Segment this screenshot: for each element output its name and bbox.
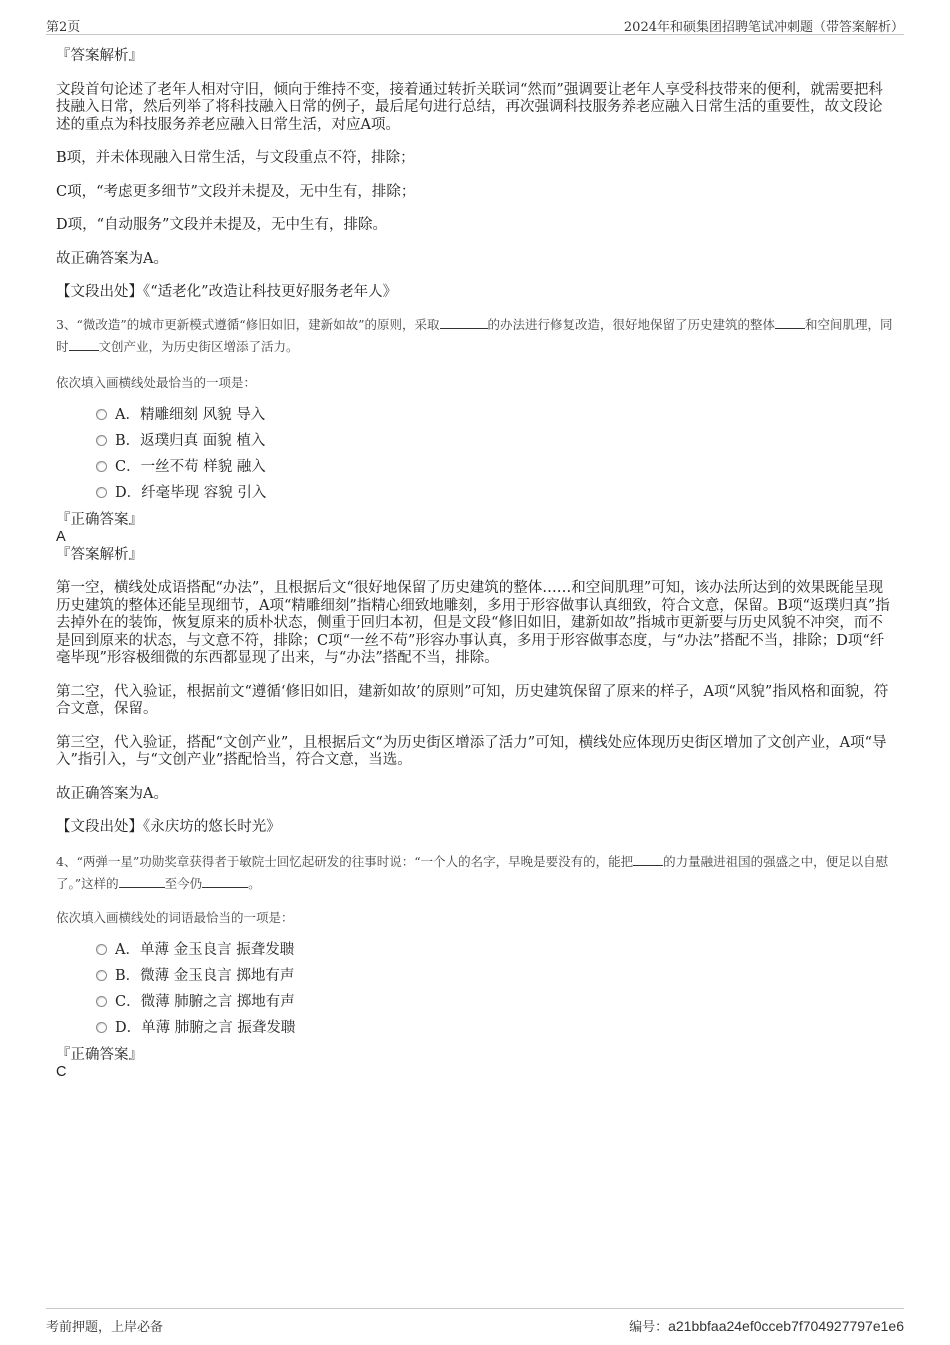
- option-c[interactable]: C．微薄 肺腑之言 掷地有声: [96, 989, 894, 1015]
- option-d[interactable]: D．单薄 肺腑之言 振聋发聩: [96, 1015, 894, 1041]
- analysis-paragraph: 第三空，代入验证，搭配“文创产业”，且根据后文“为历史街区增添了活力”可知，横线处应体现历史街区增加了文创产业，A项“导入”指引入，与“文创产业”搭配恰当，符合文意，当选。: [56, 734, 887, 768]
- fill-blank: [775, 315, 805, 329]
- question-prompt: 依次填入画横线处最恰当的一项是：: [56, 374, 257, 390]
- fill-blank: [119, 874, 165, 888]
- document-code: 编号：a21bbfaa24ef0cceb7f704927797e1e6: [629, 1318, 904, 1335]
- option-list: [96, 402, 894, 506]
- radio-icon[interactable]: [96, 944, 107, 955]
- radio-icon[interactable]: [96, 970, 107, 981]
- radio-icon[interactable]: [96, 461, 107, 472]
- analysis-heading: 『答案解析』: [56, 48, 143, 64]
- page-footer: [46, 1308, 904, 1333]
- question-prompt: 依次填入画横线处的词语最恰当的一项是：: [56, 909, 294, 925]
- radio-icon[interactable]: [96, 487, 107, 498]
- fill-blank: [202, 874, 248, 888]
- fill-blank: [440, 315, 488, 329]
- option-list: [96, 937, 894, 1041]
- question-stem: 3、“微改造”的城市更新模式遵循“修旧如旧，建新如故”的原则，采取 的办法进行修复改造，很好地保留了历史建筑的整体 和空间肌理，同时 文创产业，为历史街区增添了活力。: [56, 316, 893, 354]
- correct-answer: C: [56, 1064, 67, 1080]
- correct-answer-heading: 『正确答案』: [56, 511, 143, 528]
- radio-icon[interactable]: [96, 435, 107, 446]
- option-a[interactable]: A．精雕细刻 风貌 导入: [96, 402, 894, 428]
- source-citation: 【文段出处】《“适老化”改造让科技更好服务老年人》: [56, 284, 398, 300]
- analysis-paragraph: 文段首句论述了老年人相对守旧，倾向于维持不变，接着通过转折关联词“然而”强调要让老年人享受科技带来的便利，就需要把科技融入日常，然后列举了将科技融入日常的例子，最后尾句进行总结，再次强调科技服务养老应融入日常生活的重要性，故文段论述的重点为科技服务养老应融入日常生活，对应A项。: [56, 81, 883, 133]
- analysis-paragraph: C项，“考虑更多细节”文段并未提及，无中生有，排除；: [56, 183, 416, 200]
- page-number: 第2页: [46, 20, 81, 35]
- question-stem: 4、“两弹一星”功勋奖章获得者于敏院士回忆起研发的往事时说：“一个人的名字，早晚是要没有的，能把 的力量融进祖国的强盛之中，便足以自慰了。”这样的 至今仍 。: [56, 853, 889, 891]
- option-b[interactable]: B．微薄 金玉良言 掷地有声: [96, 963, 894, 989]
- option-d[interactable]: D．纤毫毕现 容貌 引入: [96, 480, 894, 506]
- analysis-paragraph: B项，并未体现融入日常生活，与文段重点不符，排除；: [56, 150, 415, 166]
- page-content: [56, 46, 894, 1082]
- option-b[interactable]: B．返璞归真 面貌 植入: [96, 428, 894, 454]
- source-citation: 【文段出处】《永庆坊的悠长时光》: [56, 819, 281, 835]
- analysis-paragraph: D项，“自动服务”文段并未提及，无中生有，排除。: [56, 217, 387, 233]
- footer-slogan: 考前押题，上岸必备: [46, 1320, 164, 1335]
- analysis-paragraph: 第一空，横线处成语搭配“办法”，且根据后文“很好地保留了历史建筑的整体……和空间肌理”可知，该办法所达到的效果既能呈现历史建筑的整体还能呈现细节，A项“精雕细刻”指精心细致地雕刻，多用于形容做事认真细致，符合文意，保留。B项“返璞归真”指去掉外在的装饰，恢复原来的质朴状态，侧重于回归本初，但是文段“修旧如旧，建新如故”指城市更新要与历史风貌不冲突，而不是回到原来的状态，与文意不符，排除；C项“一丝不苟”形容办事认真，多用于形容做事态度，与“办法”搭配不当，排除；D项“纤毫毕现”形容极细微的东西都显现了出来，与“办法”搭配不当，排除。: [56, 580, 890, 666]
- radio-icon[interactable]: [96, 409, 107, 420]
- analysis-heading: 『答案解析』: [56, 546, 143, 563]
- fill-blank: [633, 852, 663, 866]
- fill-blank: [69, 337, 99, 351]
- radio-icon[interactable]: [96, 996, 107, 1007]
- document-title: 2024年和硕集团招聘笔试冲刺题（带答案解析）: [623, 20, 904, 35]
- radio-icon[interactable]: [96, 1022, 107, 1033]
- answer-conclusion: 故正确答案为A。: [56, 785, 168, 802]
- page-header: [46, 14, 904, 35]
- correct-answer: A: [56, 529, 66, 545]
- analysis-paragraph: 第二空，代入验证，根据前文“遵循‘修旧如旧，建新如故’的原则”可知，历史建筑保留了原来的样子，A项“风貌”指风格和面貌，符合文意，保留。: [56, 683, 889, 717]
- answer-conclusion: 故正确答案为A。: [56, 250, 168, 267]
- option-c[interactable]: C．一丝不苟 样貌 融入: [96, 454, 894, 480]
- option-a[interactable]: A．单薄 金玉良言 振聋发聩: [96, 937, 894, 963]
- correct-answer-heading: 『正确答案』: [56, 1046, 143, 1063]
